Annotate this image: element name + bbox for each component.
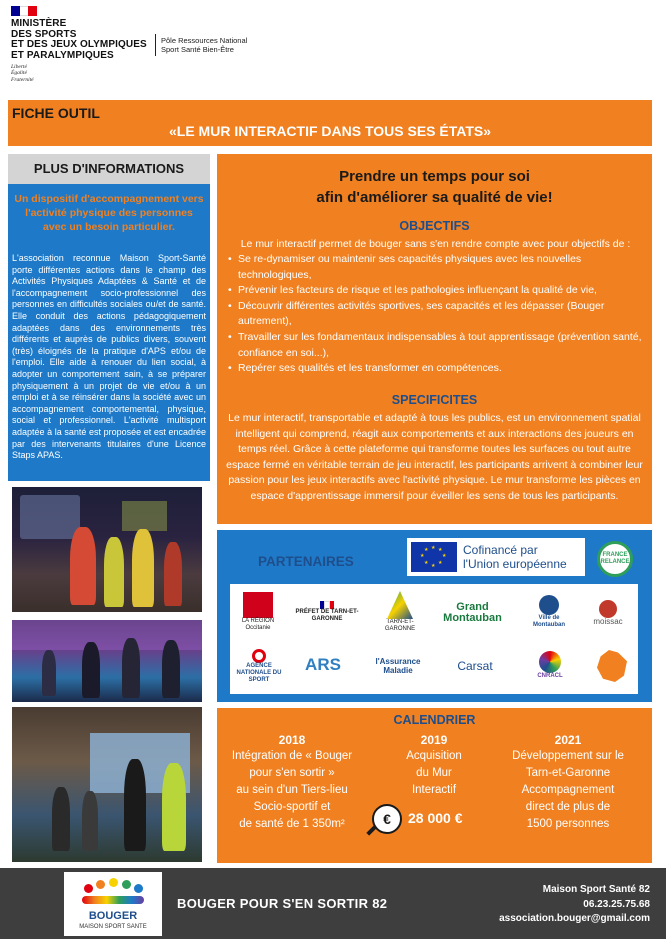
logo-caption: TARN-ET-GARONNE xyxy=(384,619,416,632)
calendar-line: de santé de 1 350m² xyxy=(239,818,345,830)
photo-interactive-wall-1 xyxy=(12,487,202,612)
person-figure xyxy=(82,642,100,698)
contact-email[interactable]: association.bouger@gmail.com xyxy=(499,913,650,924)
objectifs-title: OBJECTIFS xyxy=(399,219,470,233)
calendar-year-2019: 2019 xyxy=(420,733,448,747)
pole-line: Sport Santé Bien-Être xyxy=(161,44,234,54)
header-divider xyxy=(155,34,156,56)
person-figure xyxy=(70,527,96,605)
info-panel-header: PLUS D'INFORMATIONS xyxy=(8,154,210,184)
projection-screen xyxy=(122,501,167,531)
calendar-text-2018 xyxy=(222,748,362,833)
page-title: «LE MUR INTERACTIF DANS TOUS SES ÉTATS» xyxy=(168,123,492,139)
eu-text-line: Cofinancé par xyxy=(463,543,538,557)
bouger-logo xyxy=(64,872,162,936)
person-figure xyxy=(104,537,124,607)
tarn-et-garonne-logo xyxy=(375,590,425,634)
grand-montauban-logo xyxy=(435,596,510,630)
flag-blue xyxy=(11,6,20,16)
specificites-title: SPECIFICITES xyxy=(391,393,478,407)
logo-caption: PRÉFET DE TARN-ET-GARONNE xyxy=(295,609,359,622)
france-relance-logo xyxy=(597,541,633,577)
eu-text xyxy=(463,543,567,571)
person-figure xyxy=(42,650,56,696)
partner-logos-panel xyxy=(230,584,638,694)
list-item: • Se re-dynamiser ou maintenir ses capacités physiques avec les nouvelles technologiques, xyxy=(228,252,643,283)
relance-line: FRANCE xyxy=(602,552,628,558)
eu-cofinance-logo xyxy=(407,538,585,576)
list-item: • Découvrir différentes activités sportives, ses capacités et les dépasser (Bouger autrement), xyxy=(228,299,643,330)
specificites-text: Le mur interactif, transportable et adapté à tous les publics, est un environnement spatial intelligent qui comprend, réagit aux comportements et aux interactions des joueurs en temps réel. Grâce à cette plateforme qui transforme toutes les surfaces ou tout autre espace fermé en véritable terrain de jeu interactif, les participants arrivent à combiner leur passion pour les jeux interactifs avec l'activité physique. Le mur transforme les pièces en espace d'apprentissage immersif pour éveiller les sens de tous les participants. xyxy=(226,412,643,502)
association-description: L'association reconnue Maison Sport-Santé porte différentes actions dans le champ des Activités Physiques Adaptées & Santé et de l'accompagnement socio-professionnel des personnes en difficultés sociales ou/et de santé. Elle conduit des actions pédagogiquement adaptées dans des environnements très différents et auprès de publics divers, souvent (très) éloignés de la pratique d'APS et/ou de l'emploi. Elle aide à renouer du lien social, à adopter un comportement sain, à se préparer physiquement à un projet de vie et/ou à un emploi et à se réinsérer dans la société avec un accompagnement comportemental, physique, social et professionnel. L'activité multisport adaptée à la santé est proposée et est encadrée par des intervenants titulaires d'une Licence Staps APAS. xyxy=(12,253,206,461)
republic-motto xyxy=(11,64,34,83)
ans-mark xyxy=(252,649,266,663)
calendar-line: direct de plus de xyxy=(525,801,611,813)
person-figure xyxy=(132,529,154,607)
photo-interactive-wall-2 xyxy=(12,620,202,702)
cnracl-mark xyxy=(539,651,561,673)
calendar-line: Socio-sportif et xyxy=(253,801,331,813)
ministry-line: DES SPORTS xyxy=(11,28,77,40)
tagline-line: afin d'améliorer sa qualité de vie! xyxy=(316,189,553,206)
motto-line: Fraternité xyxy=(11,76,34,83)
contact-phone: 06.23.25.75.68 xyxy=(583,898,650,910)
list-item: • Travailler sur les fondamentaux indispensables à tout apprentissage (prévention santé, confiance en soi...), xyxy=(228,330,643,361)
bouger-logo-title: BOUGER xyxy=(88,910,138,922)
bouger-figures-icon xyxy=(82,878,144,908)
contact-info xyxy=(480,883,650,927)
calendar-line: Interactif xyxy=(411,784,457,796)
ars-logo xyxy=(298,650,348,680)
person-figure xyxy=(162,763,186,851)
logo-caption: moissac xyxy=(593,616,623,626)
ministry-line: ET PARALYMPIQUES xyxy=(11,49,114,61)
moissac-logo xyxy=(585,592,631,632)
calendar-text-2019 xyxy=(374,748,494,799)
calendar-line: au sein d'un Tiers-lieu xyxy=(236,784,348,796)
fiche-outil-label: FICHE OUTIL xyxy=(12,105,100,121)
objectifs-lead: Le mur interactif permet de bouger sans s'en rendre compte avec pour objectifs de : xyxy=(240,238,631,250)
logo-caption: Grand Montauban xyxy=(443,601,502,624)
person-figure xyxy=(162,640,180,698)
info-intro: Un dispositif d'accompagnement vers l'activité physique des personnes avec un besoin particulier. xyxy=(14,193,204,233)
person-figure xyxy=(82,791,98,851)
contact-org: Maison Sport Santé 82 xyxy=(542,884,650,895)
logo-caption: l'Assurance Maladie xyxy=(375,657,421,675)
motto-line: Égalité xyxy=(11,70,27,77)
calendar-year-2021: 2021 xyxy=(554,733,582,747)
prefet-logo xyxy=(292,592,362,632)
tagline-line: Prendre un temps pour soi xyxy=(339,168,530,185)
euro-magnifier-icon: € xyxy=(372,804,402,834)
projection-screen xyxy=(20,495,80,539)
person-figure xyxy=(164,542,182,606)
calendar-title: CALENDRIER xyxy=(393,713,476,727)
logo-caption: Carsat xyxy=(457,658,493,673)
objectifs-list xyxy=(228,252,643,377)
tarn-mark xyxy=(387,591,413,619)
occitanie-mark xyxy=(243,592,273,618)
ville-montauban-logo xyxy=(522,590,576,634)
calendar-line: Accompagnement xyxy=(521,784,615,796)
logo-caption: LA RÉGION Occitanie xyxy=(241,618,275,631)
moissac-mark xyxy=(599,600,617,618)
pole-ressources xyxy=(161,37,247,54)
flag-red xyxy=(28,6,37,16)
pole-line: Pôle Ressources National xyxy=(161,36,248,45)
calendar-line: pour s'en sortir » xyxy=(249,767,335,779)
calendar-line: du Mur xyxy=(416,767,452,779)
person-figure xyxy=(52,787,70,851)
calendar-year-2018: 2018 xyxy=(278,733,306,747)
acquisition-amount: 28 000 € xyxy=(408,810,463,826)
montauban-mark xyxy=(539,595,559,615)
list-item: • Repérer ses qualités et les transformer en compétences. xyxy=(228,361,643,377)
carsat-logo xyxy=(445,650,505,682)
calendar-line: Développement sur le xyxy=(512,750,624,762)
calendar-line: Acquisition xyxy=(406,750,462,762)
tagline xyxy=(217,166,652,208)
logo-caption: CNRACL xyxy=(537,672,563,679)
list-item: • Prévenir les facteurs de risque et les pathologies influençant la qualité de vie, xyxy=(228,283,643,299)
calendar-line: Tarn-et-Garonne xyxy=(525,767,611,779)
motto-line: Liberté xyxy=(11,64,27,70)
relance-line: RELANCE xyxy=(600,559,630,565)
calendar-line: 1500 personnes xyxy=(526,818,610,830)
cnracl-logo xyxy=(525,644,575,686)
logo-caption: AGENCE NATIONALE DU SPORT xyxy=(236,662,282,683)
eu-flag-icon: ★ ★ ★ ★ ★ ★ ★ ★ xyxy=(411,542,457,572)
france-map-shape xyxy=(597,650,627,682)
calendar-text-2021 xyxy=(498,748,638,833)
bouger-logo-subtitle: MAISON SPORT SANTE xyxy=(79,924,147,930)
calendar-line: Intégration de « Bouger xyxy=(231,750,353,762)
ministry-name xyxy=(11,19,147,61)
agence-nationale-sport-logo xyxy=(234,648,284,684)
person-figure xyxy=(124,759,146,851)
person-figure xyxy=(122,638,140,698)
ministry-line: ET DES JEUX OLYMPIQUES xyxy=(11,39,147,50)
eu-text-line: l'Union européenne xyxy=(463,557,567,571)
logo-caption: ARS xyxy=(305,655,341,674)
assurance-maladie-logo xyxy=(368,650,428,682)
partners-label: PARTENAIRES xyxy=(258,554,354,569)
occitanie-logo xyxy=(238,592,278,632)
logo-caption: Ville de Montauban xyxy=(533,615,565,628)
footer-slogan: BOUGER POUR S'EN SORTIR 82 xyxy=(177,896,388,911)
prefet-flag-icon xyxy=(320,601,334,609)
photo-interactive-wall-3 xyxy=(12,707,202,862)
france-map-logo xyxy=(592,644,632,688)
ministry-line: MINISTÈRE xyxy=(11,18,67,29)
flag-white xyxy=(20,6,29,16)
marianne-flag-logo xyxy=(11,6,37,16)
